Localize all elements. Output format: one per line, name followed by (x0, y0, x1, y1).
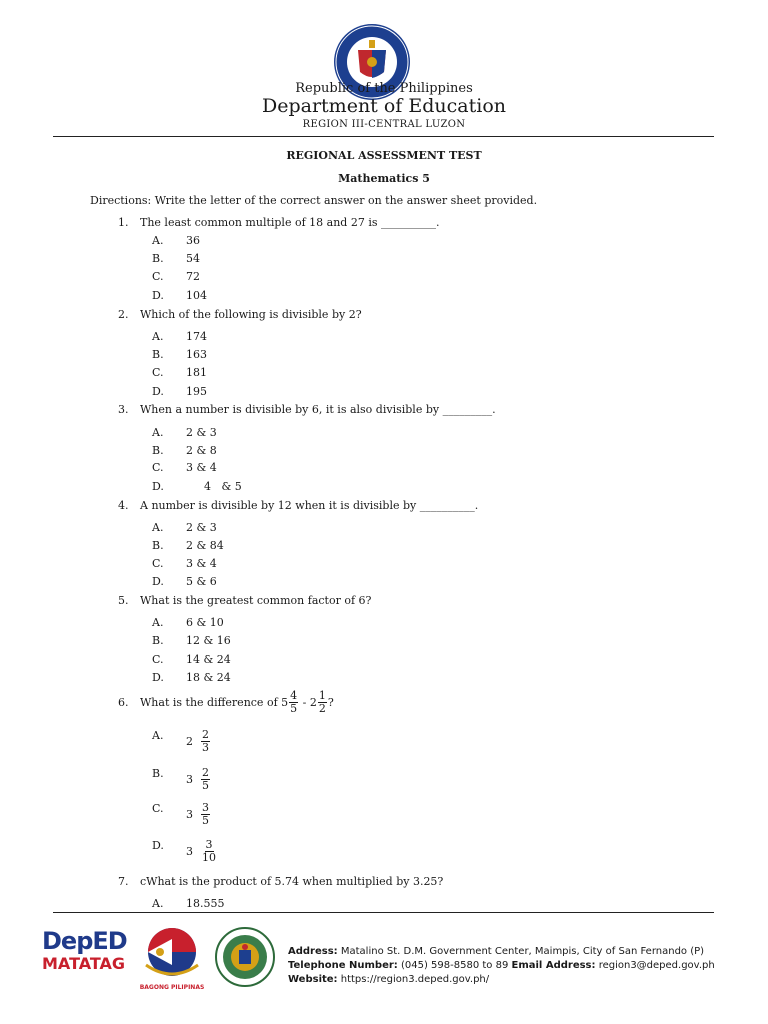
operator: - 2 (299, 695, 317, 709)
numerator: 2 (202, 766, 209, 779)
republic-heading: Republic of the Philippines (295, 81, 473, 96)
option-letter: C. (152, 653, 164, 666)
option (152, 897, 225, 910)
option-text: 36 (186, 234, 200, 247)
option-letter: D. (152, 575, 164, 588)
option-text: 18 & 24 (186, 671, 231, 684)
fraction (201, 729, 210, 753)
option-letter: A. (152, 897, 164, 910)
phone-label: Telephone Number: (288, 960, 398, 971)
option (152, 289, 207, 302)
option (152, 426, 217, 439)
website-link[interactable]: https://region3.deped.gov.ph/ (337, 974, 490, 985)
question-text: cWhat is the product of 5.74 when multiplied by 3.25? (140, 875, 444, 888)
fraction (201, 802, 210, 826)
option-text: 174 (186, 330, 207, 343)
option-text: 104 (186, 289, 207, 302)
option-text: 3 & 4 (186, 461, 217, 474)
option-letter: D. (152, 385, 164, 398)
question-3 (118, 403, 496, 416)
option (152, 575, 217, 588)
option-letter: A. (152, 729, 164, 742)
option (152, 366, 207, 379)
option (152, 539, 224, 552)
question-text: A number is divisible by 12 when it is divisible by __________. (140, 499, 479, 512)
question-number: 6. (118, 695, 129, 709)
option-letter: A. (152, 426, 164, 439)
directions: Directions: Write the letter of the correct answer on the answer sheet provided. (90, 194, 538, 207)
option-letter: D. (152, 671, 164, 684)
option-letter: A. (152, 234, 164, 247)
option (152, 461, 217, 474)
option-text: 12 & 16 (186, 634, 231, 647)
numerator: 1 (318, 689, 326, 702)
question-number: 1. (118, 216, 129, 229)
numerator: 2 (202, 728, 209, 741)
question-text: What is the greatest common factor of 6? (140, 594, 372, 607)
question-6 (118, 690, 334, 714)
website-label: Website: (288, 974, 338, 985)
question-text: The least common multiple of 18 and 27 is __________. (140, 216, 440, 229)
option-text: 181 (186, 366, 207, 379)
option (152, 802, 186, 815)
question-4 (118, 499, 478, 512)
question-mark: ? (327, 695, 334, 709)
option-text: 163 (186, 348, 207, 361)
numerator: 4 (290, 689, 298, 702)
phone-value: (045) 598-8580 to 89 (397, 960, 512, 971)
mixed-whole: 3 (186, 807, 193, 821)
fraction (201, 767, 210, 791)
bagong-pilipinas-text: BAGONG PILIPINAS (139, 984, 205, 991)
header-divider (53, 136, 714, 137)
option-text: 6 & 10 (186, 616, 224, 629)
deped-region-seal-logo (210, 926, 280, 988)
option-value (186, 802, 211, 826)
option-value (186, 767, 211, 791)
option-letter: A. (152, 616, 164, 629)
option-letter: B. (152, 444, 164, 457)
fraction (318, 690, 327, 714)
option-text: 2 & 8 (186, 444, 217, 457)
question-text: When a number is divisible by 6, it is also divisible by _________. (140, 403, 496, 416)
option-text: 3 & 4 (186, 557, 217, 570)
denominator: 5 (202, 813, 209, 827)
option (152, 270, 200, 283)
email-value: region3@deped.gov.ph (595, 960, 715, 971)
option-text: 195 (186, 385, 207, 398)
question-1 (118, 216, 439, 229)
address-value: Matalino St. D.M. Government Center, Maimpis, City of San Fernando (P) (337, 946, 705, 957)
option (152, 767, 186, 780)
option (152, 616, 224, 629)
option-letter: C. (152, 366, 164, 379)
option (152, 729, 186, 742)
option (152, 839, 186, 852)
mixed-whole: 2 (186, 734, 193, 748)
footer-contact (288, 960, 715, 971)
question-number: 3. (118, 403, 129, 416)
option-letter: C. (152, 557, 164, 570)
email-label: Email Address: (511, 960, 596, 971)
option (152, 385, 207, 398)
bagong-pilipinas-emblem-icon (136, 925, 208, 979)
denominator: 3 (202, 740, 209, 754)
question-text: What is the difference of (140, 695, 282, 709)
denominator: 5 (290, 701, 298, 715)
denominator: 10 (202, 850, 216, 864)
option (152, 330, 207, 343)
footer-website (288, 974, 489, 985)
numerator: 3 (202, 801, 209, 814)
region-heading: REGION III-CENTRAL LUZON (302, 119, 466, 130)
question-text: Which of the following is divisible by 2? (140, 308, 362, 321)
option (152, 348, 207, 361)
option-letter: D. (152, 839, 164, 852)
question-number: 4. (118, 499, 129, 512)
option-letter: D. (152, 480, 164, 493)
footer-address (288, 946, 704, 957)
option-text: 72 (186, 270, 200, 283)
option-text: 18.555 (186, 897, 225, 910)
option-value (186, 839, 218, 863)
option (152, 444, 217, 457)
address-label: Address: (288, 946, 338, 957)
matatag-logo-text: MATATAG (42, 954, 126, 973)
question-5 (118, 594, 371, 607)
option-letter: D. (152, 289, 164, 302)
option (152, 234, 200, 247)
mixed-whole: 3 (186, 844, 193, 858)
option-text: 5 & 6 (186, 575, 217, 588)
mixed-whole: 5 (281, 695, 289, 709)
bagong-pilipinas-logo (136, 925, 208, 991)
fraction (201, 839, 217, 863)
option-letter: A. (152, 330, 164, 343)
option (152, 671, 231, 684)
option-text: 2 & 3 (186, 521, 217, 534)
option (152, 480, 242, 493)
option-text: 54 (186, 252, 200, 265)
option (152, 653, 231, 666)
option-letter: C. (152, 802, 164, 815)
department-heading: Department of Education (262, 95, 506, 117)
option (152, 557, 217, 570)
denominator: 2 (318, 701, 326, 715)
option-letter: C. (152, 270, 164, 283)
option-letter: B. (152, 539, 164, 552)
deped-matatag-logo (42, 928, 132, 988)
mixed-whole: 3 (186, 772, 193, 786)
option-letter: B. (152, 348, 164, 361)
footer-divider (53, 912, 714, 913)
option-letter: C. (152, 461, 164, 474)
question-number: 5. (118, 594, 129, 607)
option-letter: B. (152, 767, 164, 780)
question-7 (118, 875, 443, 888)
question-number: 2. (118, 308, 129, 321)
option (152, 634, 231, 647)
option-text: 2 & 84 (186, 539, 224, 552)
option-letter: B. (152, 252, 164, 265)
option-text: 14 & 24 (186, 653, 231, 666)
test-subject: Mathematics 5 (338, 172, 430, 185)
question-number: 7. (118, 875, 129, 888)
option (152, 252, 200, 265)
option-value (186, 729, 211, 753)
option-text: 2 & 3 (186, 426, 217, 439)
option-text: 4 & 5 (204, 480, 242, 493)
numerator: 3 (205, 838, 213, 851)
question-2 (118, 308, 362, 321)
option-letter: B. (152, 634, 164, 647)
option-letter: A. (152, 521, 164, 534)
option (152, 521, 217, 534)
test-title: REGIONAL ASSESSMENT TEST (286, 149, 482, 162)
denominator: 5 (202, 778, 209, 792)
fraction (289, 690, 298, 714)
deped-logo-text: DepED (42, 927, 127, 955)
